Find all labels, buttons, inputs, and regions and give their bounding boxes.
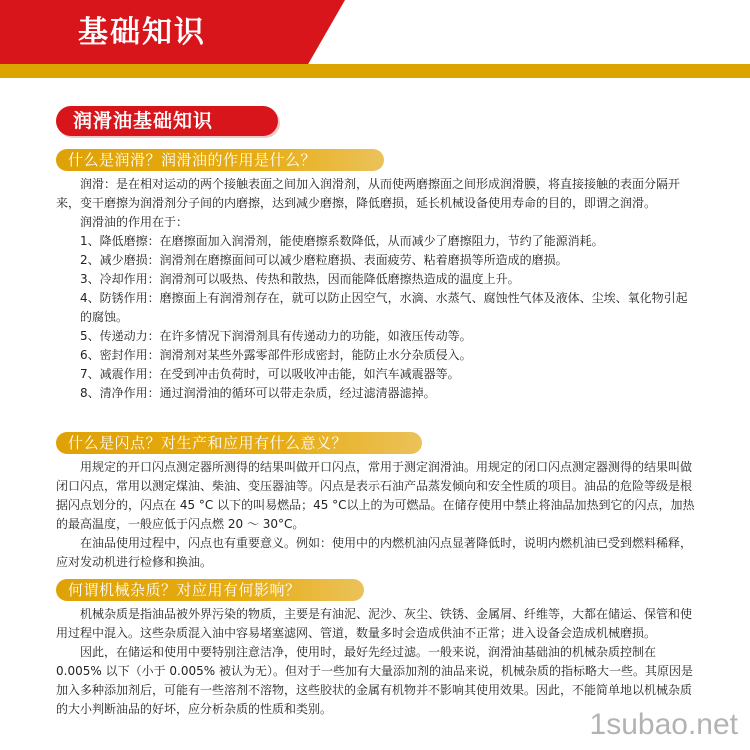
list-item: 7、减震作用：在受到冲击负荷时，可以吸收冲击能，如汽车减震器等。 [80,367,460,381]
question-text: 什么是闪点？对生产和应用有什么意义？ [68,434,348,452]
paragraph: 润滑油的作用在于： [80,215,189,229]
list-item: 1、降低磨擦：在磨擦面加入润滑剂，能使磨擦系数降低，从而减少了磨擦阻力，节约了能源消耗。 [80,234,604,248]
paragraph: 在油品使用过程中，闪点也有重要意义。例如：使用中的内燃机油闪点显著降低时，说明内燃机油已受到燃料稀释，应对发动机进行检修和换油。 [56,536,693,569]
answer-flash-point [56,458,696,572]
section-title: 润滑油基础知识 [73,110,214,132]
question-text: 什么是润滑？润滑油的作用是什么？ [68,151,317,169]
question-bar-flash-point [56,432,422,454]
watermark: 1subao.net [589,708,738,741]
list-item: 8、清净作用：通过润滑油的循环可以带走杂质，经过滤清器滤掉。 [80,386,436,400]
paragraph: 机械杂质是指油品被外界污染的物质，主要是有油泥、泥沙、灰尘、铁锈、金属屑、纤维等，大都在储运、保管和使用过程中混入。这些杂质混入油中容易堵塞滤网、管道，数量多时会造成供油不正常；进入设备会造成机械磨损。 [56,607,693,640]
top-banner [0,0,750,80]
paragraph: 用规定的开口闪点测定器所测得的结果叫做开口闪点，常用于测定润滑油。用规定的闭口闪点测定器测得的结果叫做闭口闪点，常用以测定煤油、柴油、变压器油等。闪点是表示石油产品蒸发倾向和安全性质的项目。油品的危险等级是根据闪点划分的，闪点在 45 °C 以下的叫易燃品；45 °C以上的为可燃品。在储存使用中禁止将油品加热到它的闪点，加热的最高温度，一般应低于闪点燃 20 ～ 30°C。 [56,460,695,531]
list-item: 6、密封作用：润滑剂对某些外露零部件形成密封，能防止水分杂质侵入。 [80,348,472,362]
paragraph: 润滑：是在相对运动的两个接触表面之间加入润滑剂，从而使两磨擦面之间形成润滑膜，将直接接触的表面分隔开来，变干磨擦为润滑剂分子间的内磨擦，达到减少磨擦，降低磨损，延长机械设备使用寿命的目的，即谓之润滑。 [56,177,681,210]
paragraph: 因此，在储运和使用中要特别注意洁净，使用时，最好先经过滤。一般来说，润滑油基础油的机械杂质控制在 0.005% 以下（小于 0.005% 被认为无）。但对于一些加有大量添加剂的油品来说，机械杂质的指标略大一些。其原因是加入多种添加剂后，可能有一些溶剂不溶物，这些胶状的金属有机物并不影响其使用效果。因此，不能简单地以机械杂质的大小判断油品的好坏，应分析杂质的性质和类别。 [56,645,693,716]
section-title-banner [56,106,278,136]
answer-lubrication [56,175,696,403]
question-bar-lubrication [56,149,384,171]
list-item: 5、传递动力：在许多情况下润滑剂具有传递动力的功能，如液压传动等。 [80,329,472,343]
question-bar-impurities [56,579,364,601]
banner-gold-stripe [0,64,750,78]
list-item: 2、减少磨损：润滑剂在磨擦面间可以减少磨粒磨损、表面疲劳、粘着磨损等所造成的磨损。 [80,253,568,267]
page-title: 基础知识 [78,15,206,50]
list-item: 3、冷却作用：润滑剂可以吸热、传热和散热，因而能降低磨擦热造成的温度上升。 [80,272,520,286]
answer-impurities [56,605,696,719]
question-text: 何谓机械杂质？对应用有何影响？ [68,581,301,599]
list-item: 4、防锈作用：磨擦面上有润滑剂存在，就可以防止因空气，水滴、水蒸气、腐蚀性气体及液体、尘埃、氧化物引起的腐蚀。 [80,291,688,324]
